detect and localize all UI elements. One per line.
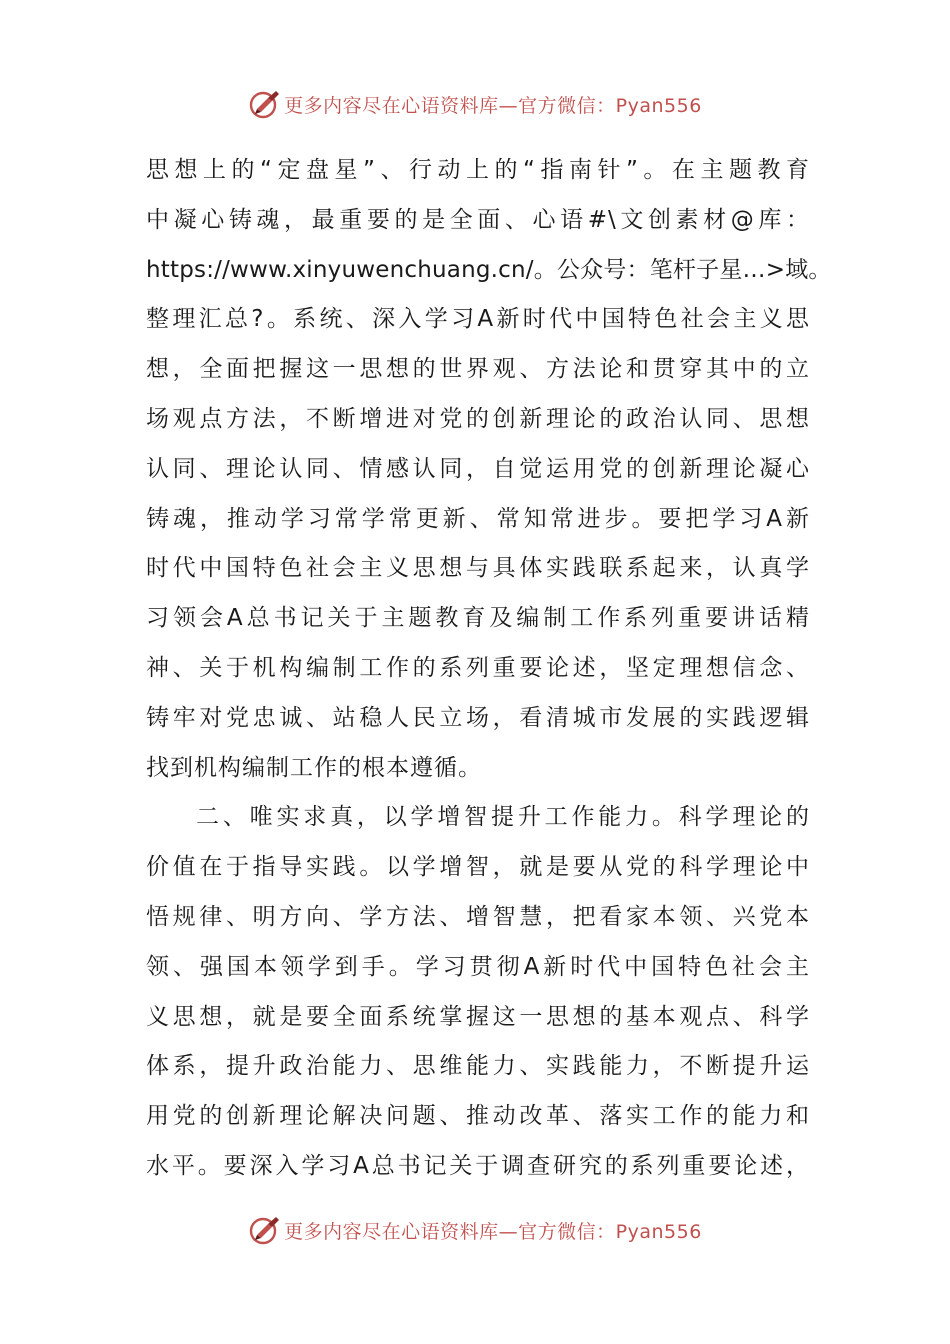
body-line: 铸魂，推动学习常学常更新、常知常进步。要把学习A新 [146,505,810,532]
body-line: 思想上的“定盘星”、行动上的“指南针”。在主题教育 [146,157,810,183]
body-line: 体系，提升政治能力、思维能力、实践能力，不断提升运 [146,1053,810,1080]
pen-logo-icon [248,1213,282,1247]
body-line: 习领会A总书记关于主题教育及编制工作系列重要讲话精 [146,605,810,632]
body-line: 价值在于指导实践。以学增智，就是要从党的科学理论中 [146,854,810,881]
footer-banner-text: 更多内容尽在心语资料库—官方微信：Pyan556 [284,1220,702,1243]
body-line: 神、关于机构编制工作的系列重要论述，坚定理想信念、 [146,654,810,681]
header-banner-text: 更多内容尽在心语资料库—官方微信：Pyan556 [284,94,702,117]
section-heading-line: 二、唯实求真，以学增智提升工作能力。科学理论的 [196,804,810,831]
footer-banner [0,1210,950,1250]
body-line: 认同、理论认同、情感认同，自觉运用党的创新理论凝心 [146,455,810,482]
body-line-url: https://www.xinyuwenchuang.cn/。公众号：笔杆子星…>域。 [146,256,832,283]
body-line: 义思想，就是要全面系统掌握这一思想的基本观点、科学 [146,1003,810,1030]
body-line: 场观点方法，不断增进对党的创新理论的政治认同、思想 [146,405,810,432]
body-line: 水平。要深入学习A总书记关于调查研究的系列重要论述， [146,1152,810,1179]
body-line: 想，全面把握这一思想的世界观、方法论和贯穿其中的立 [146,356,810,383]
body-line: 中凝心铸魂，最重要的是全面、心语#\文创素材@库： [146,206,810,233]
body-line: 时代中国特色社会主义思想与具体实践联系起来，认真学 [146,555,810,582]
header-banner [0,84,950,124]
body-line: 悟规律、明方向、学方法、增智慧，把看家本领、兴党本 [146,903,810,930]
body-line: 整理汇总?。系统、深入学习A新时代中国特色社会主义思 [146,306,810,333]
body-line: 用党的创新理论解决问题、推动改革、落实工作的能力和 [146,1103,810,1130]
pen-logo-icon [248,87,282,121]
body-line: 铸牢对党忠诚、站稳人民立场，看清城市发展的实践逻辑 [146,704,810,731]
body-line: 找到机构编制工作的根本遵循。 [146,754,482,781]
document-body [146,146,832,1192]
body-line: 领、强国本领学到手。学习贯彻A新时代中国特色社会主 [146,953,810,980]
